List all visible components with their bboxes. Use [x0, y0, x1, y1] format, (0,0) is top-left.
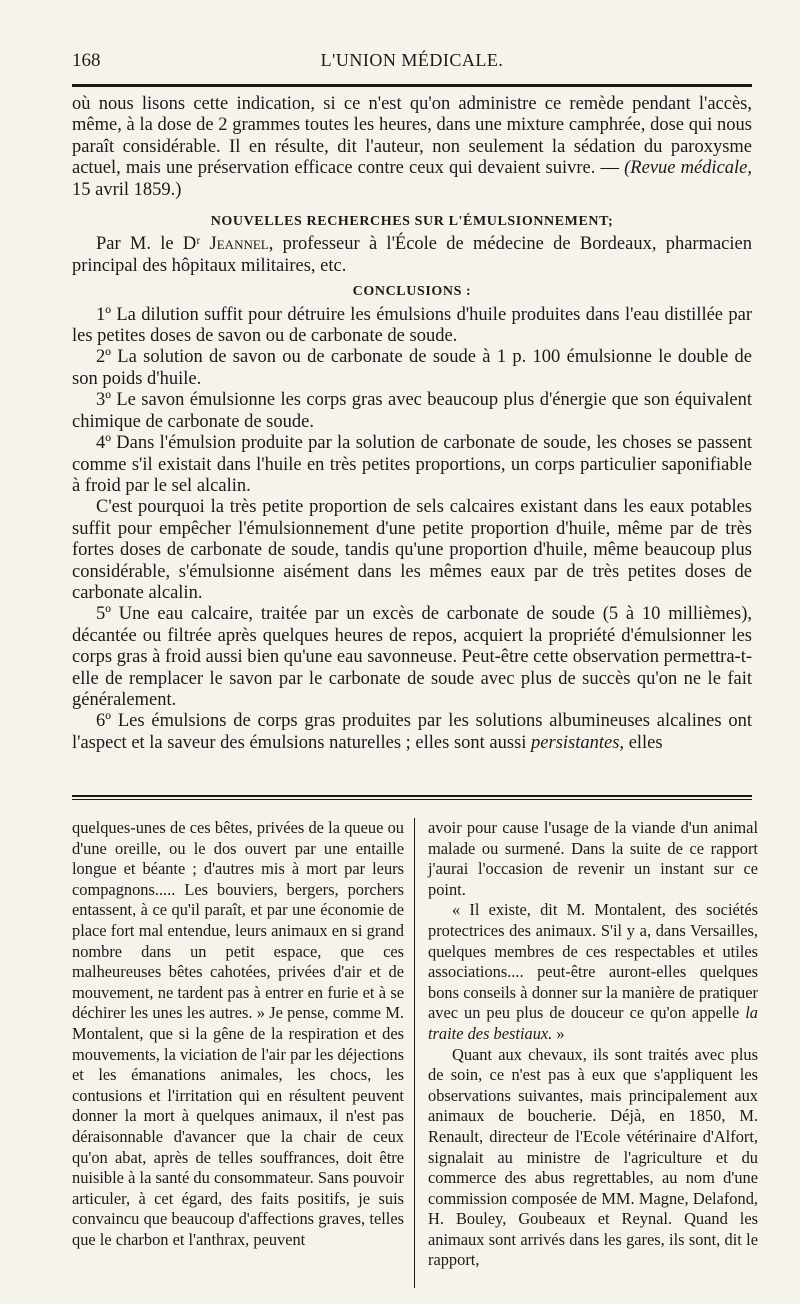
right-column-paragraph-2 — [428, 900, 758, 1044]
quote-italic: la traite des bestiaux. — [428, 1003, 758, 1043]
quote-end: » — [552, 1023, 565, 1043]
conclusion-6-italic: persistantes, — [531, 732, 625, 753]
conclusion-3: 3º Le savon émulsionne les corps gras avec beaucoup plus d'énergie que son équivalent chimique de carbonate de soude. — [72, 390, 752, 432]
article-title: NOUVELLES RECHERCHES SUR L'ÉMULSIONNEMENT; — [210, 214, 614, 230]
conclusion-6-end: elles — [624, 732, 663, 753]
header-rule — [72, 84, 752, 87]
author-name: Jeannel — [209, 234, 269, 255]
source-citation-italic: (Revue médicale, — [624, 158, 753, 179]
running-head: L'UNION MÉDICALE. — [320, 50, 504, 70]
intro-paragraph — [72, 94, 752, 201]
conclusion-6-text: 6º Les émulsions de corps gras produites par les solutions albumineuses alcalines ont l'aspect et la saveur des émulsions naturelles ; elles sont aussi — [72, 711, 752, 753]
intro-text: où nous lisons cette indication, si ce n'est qu'on administre ce remède pendant l'accès, même, à la dose de 2 grammes toutes les heures, dans une mixture camphrée, dose qui nous paraît considérable. Il en résulte, dit l'auteur, non seulement la sédation du paroxysme actuel, mais une préservation efficace contre ceux qui devaient suivre. — — [72, 94, 752, 179]
left-column-text: quelques-unes de ces bêtes, privées de la queue ou d'une oreille, ou le dos ouvert par une entaille longue et béante ; d'autres mis à mort par leurs compagnons..... Les bouviers, bergers, porchers entassent, à ce qu'il paraît, et par une économie de place fort mal entendue, leurs animaux en si grand nombre dans un petit espace, que ces malheureuses bêtes cahotées, privées d'air et de mouvement, ne tardent pas à entrer en furie et à se déchirer les unes les autres. » Je pense, comme M. Montalent, que si la gêne de la respiration et des mouvements, la viciation de l'air par les déjections et les émanations animales, les chocs, les contusions et l'irritation qui en résultent peuvent donner la mort à quelques animaux, il n'est pas déraisonnable d'avancer que la chair de ceux qu'on abat, après de telles souffrances, doit être nuisible à la santé du consommateur. Sans pouvoir articuler, à cet égard, des faits positifs, je suis convaincu que beaucoup d'affections graves, telles que le charbon et l'anthrax, peuvent — [72, 818, 404, 1249]
column-divider — [414, 818, 415, 1288]
page-header — [72, 50, 752, 74]
main-text — [72, 94, 752, 754]
right-column — [428, 818, 758, 1271]
article-author — [72, 234, 752, 277]
section-divider-rule — [72, 795, 752, 800]
conclusion-5: 5º Une eau calcaire, traitée par un excès de carbonate de soude (5 à 10 millièmes), décantée ou filtrée après quelques heures de repos, acquiert la propriété d'émulsionner les corps gras à froid aussi bien qu'une eau savonneuse. Peut-être cette observation permettra-t-elle de remplacer le savon par le carbonate de soude avec plus de succès qu'on ne le fait généralement. — [72, 604, 752, 710]
conclusion-1: 1º La dilution suffit pour détruire les émulsions d'huile produites dans l'eau distillée par les petites doses de savon ou de carbonate de soude. — [72, 304, 752, 347]
page-number: 168 — [72, 50, 101, 71]
author-affiliation: , professeur à l'École de médecine de Bordeaux, pharmacien principal des hôpitaux militaires, etc. — [72, 234, 752, 276]
quote-text: « Il existe, dit M. Montalent, des sociétés protectrices des animaux. S'il y a, dans Versailles, quelques membres de ces respectables et utiles associations.... peut-être auront-elles quelques bons conseils à donner sur la manière de pratiquer avec un peu plus de douceur ce qu'on appelle — [428, 900, 758, 1023]
left-column — [72, 818, 404, 1250]
right-column-paragraph-3: Quant aux chevaux, ils sont traités avec plus de soin, ce n'est pas à eux que s'appliquent les observations suivantes, mais principalement aux animaux de boucherie. Déjà, en 1850, M. Renault, directeur de l'Ecole vétérinaire d'Alfort, signalait au ministre de l'agriculture et du commerce des abus regrettables, au nom d'une commission composée de MM. Magne, Delafond, H. Bouley, Goubeaux et Reynal. Quand les animaux sont arrivés dans les gares, ils sont, dit le rapport, — [428, 1044, 758, 1270]
conclusions-heading: CONCLUSIONS : — [352, 284, 472, 300]
conclusion-2: 2º La solution de savon ou de carbonate de soude à 1 p. 100 émulsionne le double de son poids d'huile. — [72, 347, 752, 389]
conclusion-4: 4º Dans l'émulsion produite par la solution de carbonate de soude, les choses se passent comme s'il existait dans l'huile en très petites proportions, un corps particulier saponifiable à froid par le sel alcalin. — [72, 433, 752, 496]
conclusion-4-explanation: C'est pourquoi la très petite proportion de sels calcaires existant dans les eaux potables suffit pour empêcher l'émulsionnement d'une petite proportion d'huile, même par de très fortes doses de carbonate de soude, tandis qu'une proportion d'huile, même beaucoup plus considérable, s'émulsionne aisément dans les mêmes eaux par de très petites doses de carbonate alcalin. — [72, 497, 752, 603]
author-prefix: Par M. le Dʳ — [96, 234, 210, 255]
conclusion-6 — [72, 711, 752, 754]
source-citation-date: 15 avril 1859.) — [72, 179, 182, 200]
right-column-paragraph-1: avoir pour cause l'usage de la viande d'un animal malade ou surmené. Dans la suite de ce rapport j'aurai l'occasion de revenir un instant sur ce point. — [428, 818, 758, 899]
